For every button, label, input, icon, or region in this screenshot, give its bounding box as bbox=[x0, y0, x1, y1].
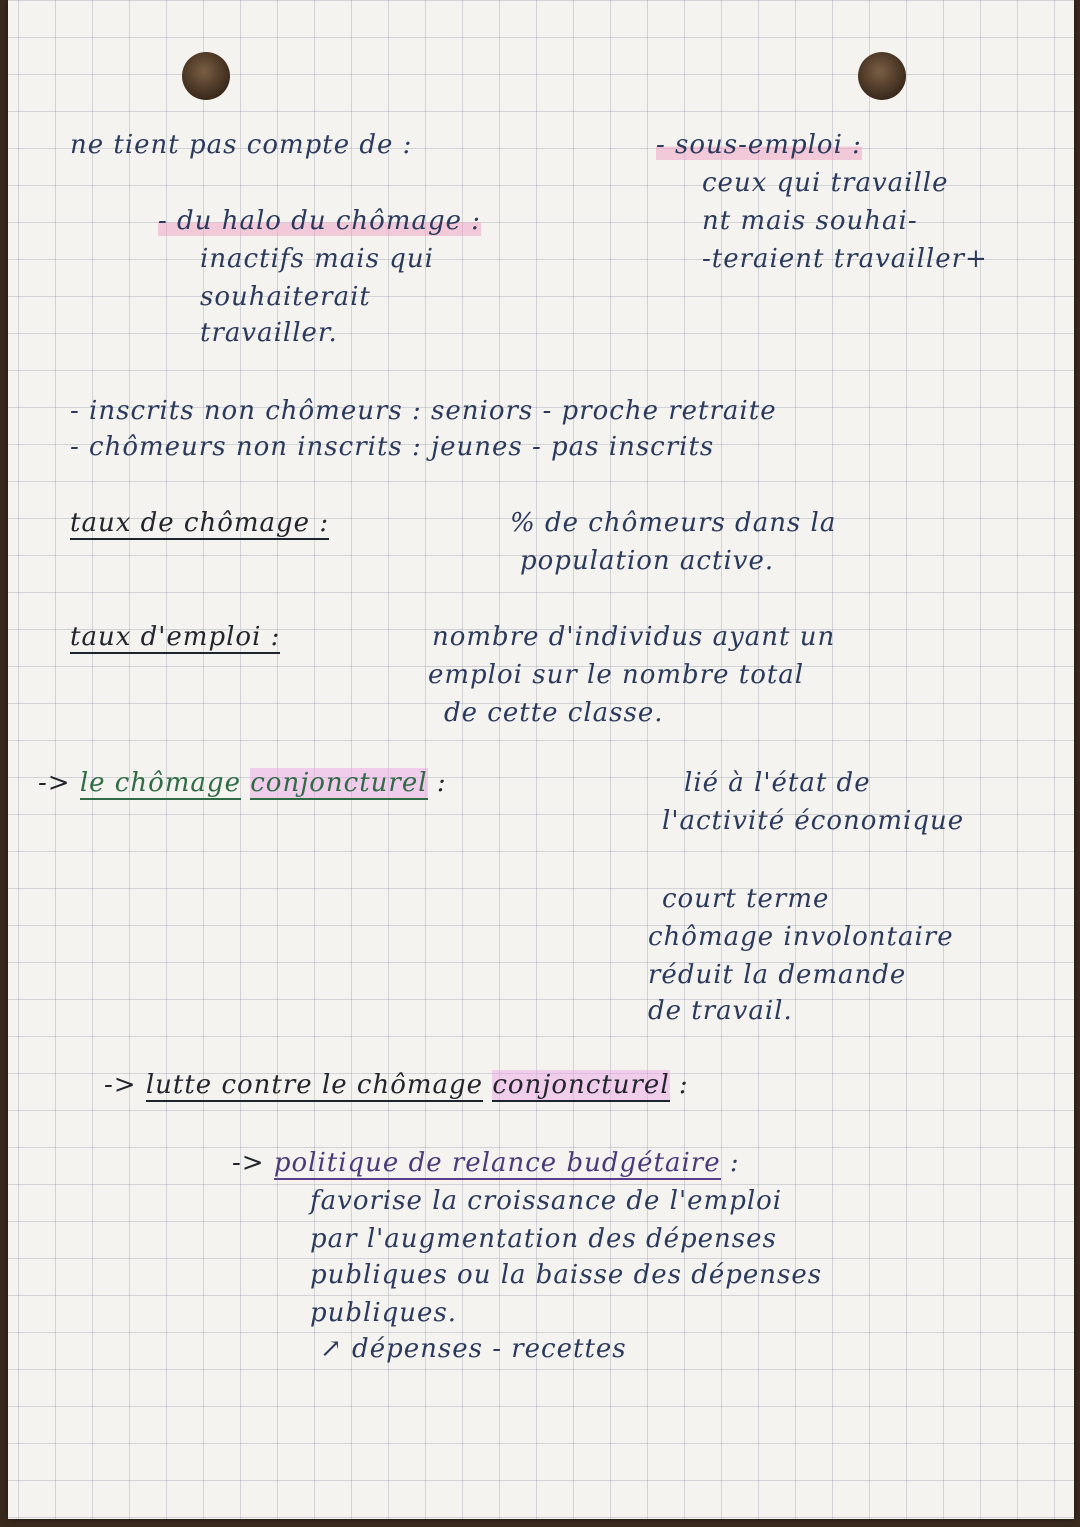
note-line-9a bbox=[70, 508, 329, 538]
note-line-4a: inactifs mais qui bbox=[200, 244, 434, 274]
arrow-mark: -> bbox=[232, 1148, 265, 1178]
note-line-6: travailler. bbox=[200, 318, 338, 348]
note-line-3b: nt mais souhai- bbox=[702, 206, 918, 236]
note-line-8: - chômeurs non inscrits : jeunes - pas inscrits bbox=[70, 432, 715, 462]
note-line-1a: ne tient pas compte de : bbox=[70, 130, 413, 160]
note-line-25: publiques. bbox=[310, 1298, 458, 1328]
note-line-13: de cette classe. bbox=[444, 698, 664, 728]
taux-chomage-term: taux de chômage : bbox=[70, 508, 330, 538]
note-line-19: de travail. bbox=[648, 996, 793, 1026]
note-line-9b: % de chômeurs dans la bbox=[510, 508, 837, 538]
note-line-4b: -teraient travailler+ bbox=[702, 244, 988, 274]
notebook-page bbox=[8, 0, 1074, 1519]
note-line-16: court terme bbox=[662, 884, 830, 914]
punch-hole-right bbox=[858, 52, 906, 100]
lutte-chomage-title: lutte contre le chômage bbox=[145, 1070, 484, 1100]
note-line-24: publiques ou la baisse des dépenses bbox=[310, 1260, 823, 1290]
note-line-21 bbox=[232, 1148, 740, 1178]
colon: : bbox=[678, 1070, 689, 1100]
note-line-11a bbox=[70, 622, 280, 652]
punch-hole-left bbox=[182, 52, 230, 100]
note-line-14d: lié à l'état de bbox=[684, 768, 871, 798]
note-line-5: souhaiterait bbox=[200, 282, 371, 312]
halo-chomage-heading: - du halo du chômage : bbox=[158, 206, 482, 236]
taux-emploi-term: taux d'emploi : bbox=[70, 622, 281, 652]
note-line-12: emploi sur le nombre total bbox=[428, 660, 805, 690]
note-line-1b bbox=[656, 130, 862, 160]
arrow-mark: -> bbox=[38, 768, 71, 798]
sous-emploi-heading: - sous-emploi : bbox=[656, 130, 862, 160]
note-line-7: - inscrits non chômeurs : seniors - proche retraite bbox=[70, 396, 777, 426]
note-line-2: ceux qui travaille bbox=[702, 168, 949, 198]
note-line-15: l'activité économique bbox=[662, 806, 965, 836]
conjoncturel-highlight: conjoncturel bbox=[492, 1070, 670, 1100]
note-line-3a bbox=[158, 206, 481, 236]
note-line-11b: nombre d'individus ayant un bbox=[432, 622, 836, 652]
note-line-23: par l'augmentation des dépenses bbox=[310, 1224, 777, 1254]
note-line-26: ↗ dépenses - recettes bbox=[320, 1334, 627, 1364]
note-line-18: réduit la demande bbox=[648, 960, 907, 990]
note-line-17: chômage involontaire bbox=[648, 922, 954, 952]
colon: : bbox=[436, 768, 447, 798]
colon: : bbox=[729, 1148, 740, 1178]
conjoncturel-highlight: conjoncturel bbox=[250, 768, 428, 798]
politique-relance-title: politique de relance budgétaire bbox=[273, 1148, 721, 1178]
note-line-14 bbox=[38, 768, 447, 798]
chomage-conjoncturel-title: le chômage bbox=[79, 768, 241, 798]
note-line-10: population active. bbox=[520, 546, 775, 576]
note-line-22: favorise la croissance de l'emploi bbox=[310, 1186, 783, 1216]
note-line-20 bbox=[104, 1070, 689, 1100]
arrow-mark: -> bbox=[104, 1070, 137, 1100]
